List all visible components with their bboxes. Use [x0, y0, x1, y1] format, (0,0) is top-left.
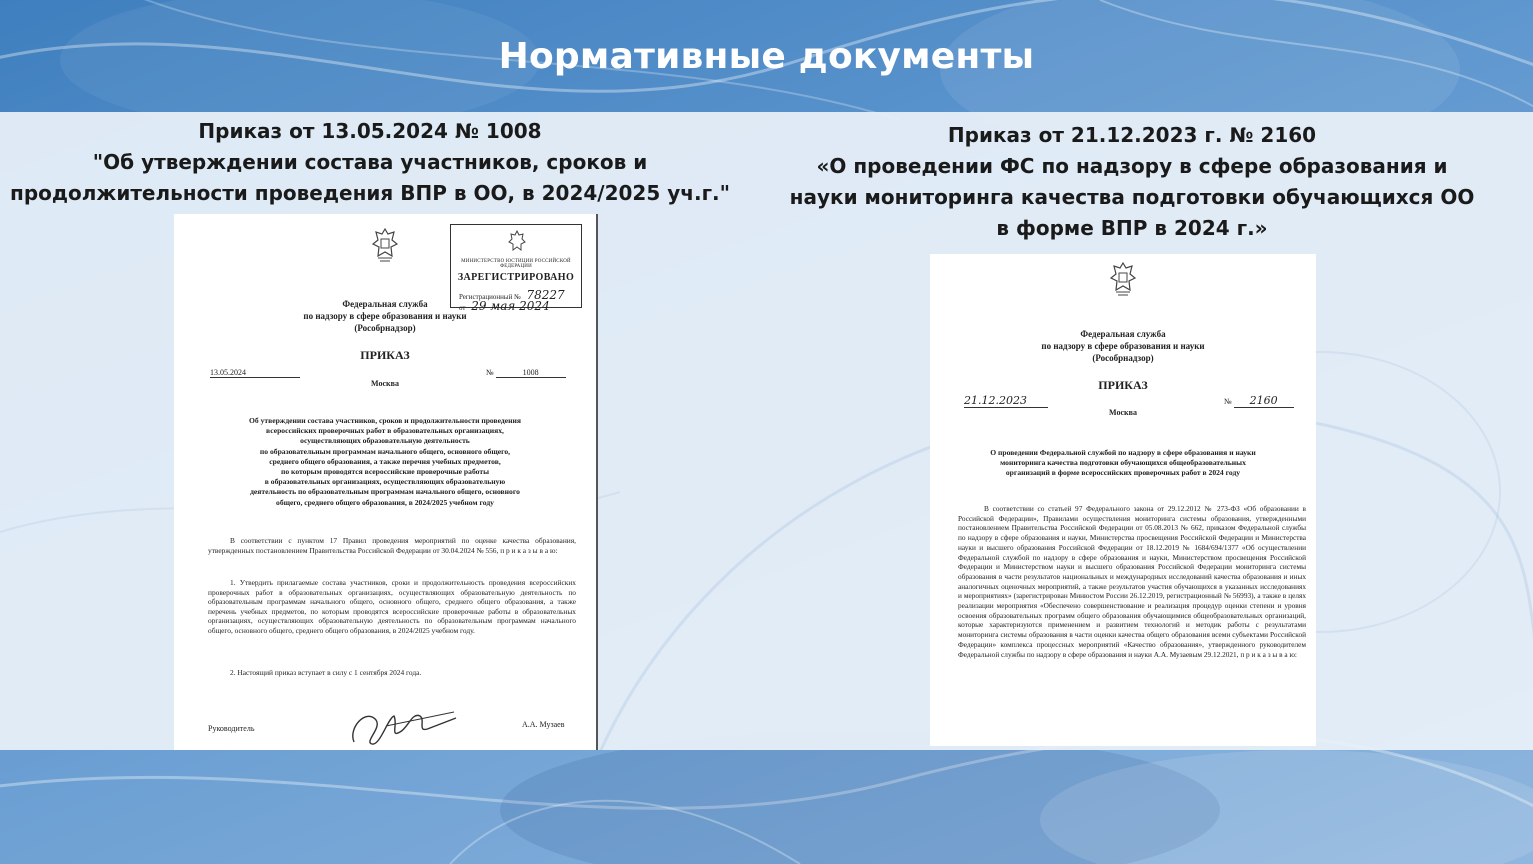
subject-line: осуществляющих образовательную деятельность: [300, 436, 470, 446]
right-heading-line: «О проведении ФС по надзору в сфере образования и: [816, 154, 1448, 178]
left-heading-line: продолжительности проведения ВПР в ОО, в 2024/2025 уч.г.": [10, 181, 731, 205]
order-date-value: 13.05.2024: [210, 368, 300, 378]
subject-line: Об утверждении состава участников, сроков и продолжительности проведения: [248, 416, 521, 425]
signer-title: Руководитель: [208, 724, 255, 733]
stamp-date-label: от: [459, 304, 466, 312]
order-number: [486, 368, 566, 378]
subject-line: среднего общего образования, а также перечня учебных предметов,: [269, 456, 501, 466]
right-heading-line: науки мониторинга качества подготовки обучающихся ОО: [789, 185, 1475, 209]
order-paragraph: В соответствии со статьей 97 Федерального закона от 29.12.2012 № 273-ФЗ «Об образовании в Российской Федерации», Правилами осуществления мониторинга системы образования, утвержденными постановлением Правительства Российской Федерации от 05.08.2013 № 662, приказом Федеральной службы по надзору в сфере образования и науки, Министерства просвещения Российской Федерации и Министерства науки и высшего образования Российской Федерации от 18.12.2019 № 1684/694/1377 «Об осуществлении Федеральной службой по надзору в сфере образования и науки, Министерством просвещения Российской Федерации и Министерством науки и высшего образования Российской Федерации мониторинга системы образования в части результатов национальных и международных исследований качества образования и иных аналогичных оценочных мероприятий, а также результатов участия обучающихся в указанных исследованиях и мероприятиях» (зарегистрирован Минюстом России 26.12.2019, регистрационный № 56993), а также в целях реализации мероприятия «Обеспечено совершенствование и реализация процедур оценки степени и уровня освоения образовательных программ общего образования обучающимися общеобразовательных организаций, которые характеризуются применением и развитием технологий и методик работы с результатами мониторинга системы образования в части оценки качества общего образования всеми субъектами Российской Федерации» комплекса процессных мероприятий «Качество образования», утвержденного руководителем Федеральной службы по надзору в сфере образования и науки А.А. Музаевым 29.12.2021, п р и к а з ы в а ю:: [958, 504, 1306, 659]
agency-name: [174, 298, 596, 334]
agency-line: Федеральная служба: [1080, 329, 1166, 339]
right-document-scan: [930, 254, 1316, 746]
stamp-header: МИНИСТЕРСТВО ЮСТИЦИИ РОССИЙСКОЙ ФЕДЕРАЦИИ: [461, 259, 571, 269]
order-word: ПРИКАЗ: [360, 348, 410, 362]
order-number: [1224, 394, 1294, 408]
order-subject: [174, 416, 596, 508]
signature-icon: [346, 698, 466, 750]
subject-line: по образовательным программам начального общего, основного общего,: [259, 446, 511, 456]
stamp-date-value: 29 мая 2024: [471, 299, 550, 313]
agency-line: (Рособрнадзор): [1092, 353, 1154, 363]
order-date-value: 21.12.2023: [964, 394, 1048, 408]
stamp-emblem-icon: [507, 229, 527, 255]
subject-line: всероссийских проверочных работ в образовательных организациях,: [266, 426, 504, 436]
coat-of-arms-icon: [1108, 260, 1138, 300]
registration-stamp: [450, 224, 582, 313]
right-heading-line: Приказ от 21.12.2023 г. № 2160: [947, 123, 1317, 147]
agency-name: [930, 328, 1316, 364]
agency-line: по надзору в сфере образования и науки: [1041, 341, 1205, 351]
order-paragraph: 2. Настоящий приказ вступает в силу с 1 сентября 2024 года.: [230, 668, 422, 677]
left-document-scan: [174, 214, 598, 750]
city: Москва: [371, 379, 399, 388]
number-label: №: [1224, 397, 1232, 406]
right-heading-line: в форме ВПР в 2024 г.»: [996, 216, 1268, 240]
number-label: №: [486, 368, 494, 377]
subject-line: организаций в форме всероссийских проверочных работ в 2024 году: [1005, 468, 1241, 478]
subject-line: О проведении Федеральной службой по надзору в сфере образования и науки: [990, 448, 1256, 457]
order-paragraph: 1. Утвердить прилагаемые состава участников, сроки и продолжительность проведения всероссийских проверочных работ в образовательных организациях, осуществляющих образовательную деятельность по образовательным программам начального общего, основного общего, среднего общего образования, а также перечень учебных предметов, по которым проводятся всероссийские проверочные работы в образовательных организациях, осуществляющих образовательную деятельность по образовательным программам начального общего, основного общего, среднего общего образования, в 2024/2025 учебном году.: [208, 578, 576, 635]
left-heading-line: Приказ от 13.05.2024 № 1008: [198, 119, 542, 143]
city: Москва: [1109, 408, 1137, 417]
slide-title: Нормативные документы: [498, 36, 1035, 77]
order-word: ПРИКАЗ: [1098, 378, 1148, 392]
order-subject: [930, 448, 1316, 479]
order-date: [210, 368, 300, 378]
order-paragraph: В соответствии с пунктом 17 Правил проведения мероприятий по оценке качества образования, утвержденных постановлением Правительства Российской Федерации от 30.04.2024 № 556, п р и к а з ы в а ю:: [208, 536, 576, 555]
right-order-heading: [782, 120, 1482, 244]
subject-line: деятельность по образовательным программам начального общего, основного: [250, 487, 520, 497]
subject-line: по которым проводятся всероссийские проверочные работы: [280, 467, 490, 477]
agency-line: (Рособрнадзор): [354, 323, 416, 333]
left-heading-line: "Об утверждении состава участников, сроков и: [92, 150, 648, 174]
agency-line: по надзору в сфере образования и науки: [303, 311, 467, 321]
subject-line: общего, среднего общего образования, в 2024/2025 учебном году: [276, 497, 494, 507]
stamp-reg-number: 78227: [526, 288, 565, 302]
subject-line: мониторинга качества подготовки обучающихся общеобразовательных: [1000, 458, 1246, 468]
order-date: [964, 394, 1048, 408]
agency-line: Федеральная служба: [342, 299, 428, 309]
order-number-value: 2160: [1234, 394, 1294, 408]
stamp-reg-label: Регистрационный №: [459, 293, 521, 301]
coat-of-arms-icon: [370, 226, 400, 266]
order-number-value: 1008: [496, 368, 566, 378]
signer-name: А.А. Музаев: [522, 720, 565, 729]
stamp-title: ЗАРЕГИСТРИРОВАНО: [457, 272, 575, 283]
subject-line: в образовательных организациях, осуществляющих образовательную: [264, 477, 506, 487]
left-order-heading: [10, 116, 730, 209]
